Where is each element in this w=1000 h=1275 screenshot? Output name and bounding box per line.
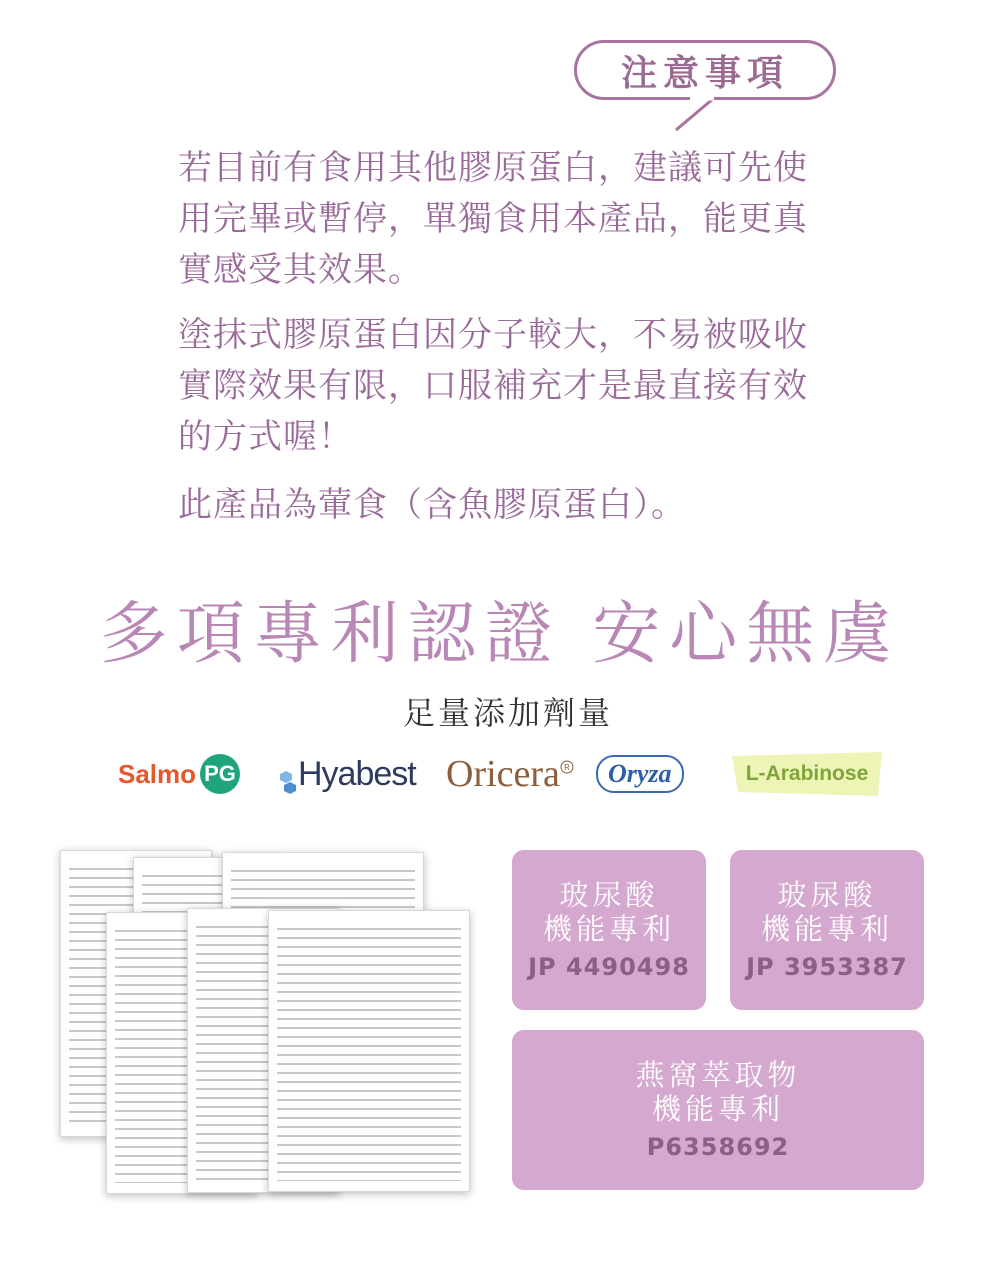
hyabest-logo xyxy=(274,752,416,796)
hexagon-icon xyxy=(274,752,298,796)
pg-badge: PG xyxy=(200,754,240,794)
oryza-wordmark: Oryza xyxy=(596,755,684,793)
registered-mark-icon xyxy=(560,759,574,789)
bubble-tail-icon xyxy=(670,96,720,136)
oricera-wordmark: Oricera xyxy=(446,753,560,795)
patent-card-title xyxy=(635,1058,800,1126)
patent-card-title xyxy=(761,878,893,946)
arabinose-badge xyxy=(732,752,882,796)
patent-title-line: 燕窩萃取物 xyxy=(635,1058,801,1092)
notice-paragraph-3 xyxy=(178,480,838,531)
patent-number: JP 3953387 xyxy=(746,953,908,981)
patent-title-line: 機能專利 xyxy=(760,912,893,946)
patent-card-title xyxy=(543,878,675,946)
paragraph-line: 的方式喔！ xyxy=(178,417,353,457)
notice-bubble xyxy=(574,40,836,100)
salmo-wordmark: Salmo xyxy=(118,758,197,789)
oricera-logo xyxy=(446,752,574,796)
patent-card-hyaluronic-1 xyxy=(512,850,706,1010)
paragraph-line: 若目前有食用其他膠原蛋白，建議可先使 xyxy=(178,148,808,188)
salmo-pg-logo xyxy=(118,752,240,796)
paragraph-line: 實感受其效果。 xyxy=(178,250,423,290)
subhead: 足量添加劑量 xyxy=(402,694,613,732)
patent-title-line: 機能專利 xyxy=(542,912,675,946)
svg-text:R: R xyxy=(564,763,570,772)
notice-paragraph-2 xyxy=(178,310,838,463)
arabinose-wordmark: L-Arabinose xyxy=(745,762,869,785)
patent-document-image xyxy=(268,910,470,1192)
paragraph-line: 塗抹式膠原蛋白因分子較大，不易被吸收 xyxy=(178,315,808,355)
arabinose-logo xyxy=(732,752,882,796)
patent-number: JP 4490498 xyxy=(528,953,690,981)
patent-card-hyaluronic-2 xyxy=(730,850,924,1010)
patent-card-birds-nest xyxy=(512,1030,924,1190)
notice-paragraph-1 xyxy=(178,143,838,296)
paragraph-line: 用完畢或暫停，單獨食用本產品，能更真 xyxy=(178,199,808,239)
paragraph-line: 實際效果有限，口服補充才是最直接有效 xyxy=(178,366,808,406)
hyabest-wordmark: Hyabest xyxy=(298,754,416,793)
oryza-logo xyxy=(596,752,684,796)
patent-title-line: 機能專利 xyxy=(651,1092,784,1126)
notice-title: 注意事項 xyxy=(620,52,789,94)
patent-title-line: 玻尿酸 xyxy=(777,878,877,912)
paragraph-line: 此產品為葷食（含魚膠原蛋白）。 xyxy=(178,485,686,525)
patent-number: P6358692 xyxy=(646,1133,790,1161)
headline: 多項專利認證 安心無虞 xyxy=(99,595,901,674)
patent-title-line: 玻尿酸 xyxy=(559,878,659,912)
